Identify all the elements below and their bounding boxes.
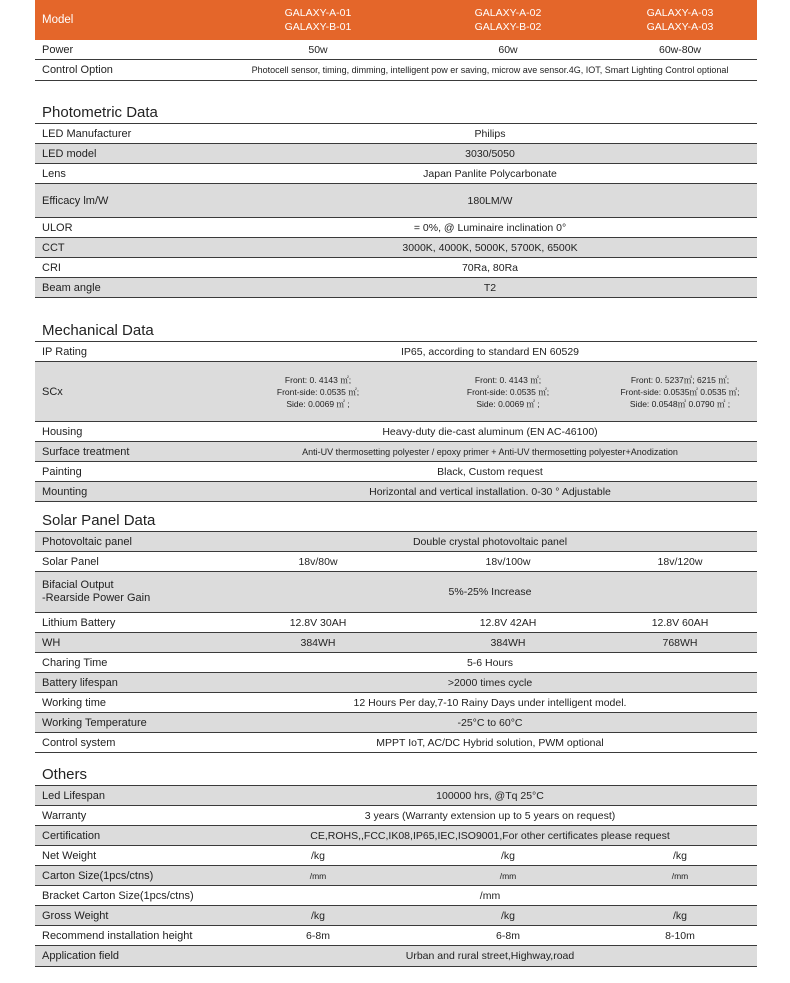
model-1-line1: GALAXY-A-01: [284, 7, 352, 19]
row-value: Black, Custom request: [437, 465, 543, 478]
row-label: Housing: [42, 425, 83, 438]
bracket-carton-row: [35, 886, 757, 906]
table-row: [35, 258, 757, 278]
scx-front: Front: 0. 4143 ㎡;: [474, 374, 542, 385]
scx-front-side: Front-side: 0.0535 ㎡;: [466, 386, 550, 397]
table-row: [35, 482, 757, 502]
row-value: >2000 times cycle: [447, 676, 533, 689]
led-lifespan-label: Led Lifespan: [42, 789, 105, 802]
row-value: 3030/5050: [465, 147, 515, 160]
install-height-value-1: 6-8m: [306, 929, 330, 942]
row-label: LED Manufacturer: [42, 127, 132, 140]
others-section-title: Others: [35, 753, 757, 786]
scx-front: Front: 0. 4143 ㎡;: [284, 374, 352, 385]
gross-weight-label: Gross Weight: [42, 909, 109, 922]
power-value-2: 60w: [498, 43, 518, 56]
row-label: Working time: [42, 696, 106, 709]
row-label: Control system: [42, 736, 116, 749]
row-value: Philips: [474, 127, 506, 140]
application-field-row: [35, 946, 757, 967]
install-height-row: [35, 926, 757, 946]
scx-label: SCx: [42, 385, 63, 398]
net-weight-value-1: /kg: [310, 849, 325, 862]
carton-size-value-1: /mm: [309, 870, 327, 881]
scx-front-side: Front-side: 0.0535 ㎡;: [276, 386, 360, 397]
row-label: ULOR: [42, 221, 73, 234]
row-value: Horizontal and vertical installation. 0-30 ° Adjustable: [369, 485, 611, 498]
pv-panel-label: Photovoltaic panel: [42, 535, 132, 548]
scx-front-side: Front-side: 0.0535㎡ 0.0535 ㎡;: [620, 386, 740, 397]
mechanical-section-title: Mechanical Data: [35, 298, 757, 342]
net-weight-value-2: /kg: [500, 849, 515, 862]
scx-side: Side: 0.0069 ㎡ ;: [476, 398, 540, 409]
wh-value-3: 768WH: [662, 636, 698, 649]
row-label: Painting: [42, 465, 82, 478]
model-1-line2: GALAXY-B-01: [284, 21, 352, 33]
application-field-value: Urban and rural street,Highway,road: [405, 950, 575, 962]
scx-col-3: [603, 374, 757, 410]
warranty-label: Warranty: [42, 809, 87, 822]
warranty-row: [35, 806, 757, 826]
net-weight-value-3: /kg: [672, 849, 687, 862]
table-row: [35, 673, 757, 693]
ip-rating-value: IP65, according to standard EN 60529: [400, 345, 580, 358]
table-row: [35, 462, 757, 482]
row-label: CRI: [42, 261, 61, 274]
install-height-value-3: 8-10m: [665, 929, 695, 942]
model-2-line1: GALAXY-A-02: [474, 7, 542, 19]
led-lifespan-value: 100000 hrs, @Tq 25°C: [436, 789, 544, 802]
solar-panel-value-3: 18v/120w: [657, 555, 703, 568]
scx-front: Front: 0. 5237㎡; 6215 ㎡;: [630, 374, 730, 385]
bifacial-label-line1: Bifacial Output: [42, 579, 114, 591]
row-label: Surface treatment: [42, 445, 130, 458]
pv-panel-row: [35, 532, 757, 552]
bifacial-row: [35, 572, 757, 613]
row-value: Heavy-duty die-cast aluminum (EN AC-46100): [382, 425, 598, 438]
model-col-1: [223, 6, 413, 34]
control-option-label: Control Option: [42, 64, 113, 76]
battery-value-2: 12.8V 42AH: [479, 616, 537, 629]
pv-panel-value: Double crystal photovoltaic panel: [412, 535, 568, 548]
model-header-row: [35, 0, 757, 40]
battery-value-3: 12.8V 60AH: [651, 616, 709, 629]
control-option-row: [35, 60, 757, 81]
table-row: [35, 184, 757, 218]
certification-label: Certification: [42, 829, 101, 842]
wh-label: WH: [42, 636, 61, 649]
row-value: = 0%, @ Luminaire inclination 0°: [413, 221, 567, 234]
bifacial-label: [35, 579, 223, 605]
solar-panel-value-2: 18v/100w: [485, 555, 531, 568]
application-field-label: Application field: [42, 950, 120, 962]
scx-row: [35, 362, 757, 422]
bifacial-label-line2: -Rearside Power Gain: [42, 592, 151, 604]
model-col-2: [413, 6, 603, 34]
row-label: Working Temperature: [42, 716, 147, 729]
install-height-value-2: 6-8m: [496, 929, 520, 942]
gross-weight-row: [35, 906, 757, 926]
solar-panel-row: [35, 552, 757, 572]
row-label: Lens: [42, 167, 66, 180]
gross-weight-value-3: /kg: [672, 909, 687, 922]
photometric-section-title: Photometric Data: [35, 81, 757, 124]
power-label: Power: [42, 43, 74, 56]
row-label: CCT: [42, 241, 65, 254]
scx-side: Side: 0.0548㎡ 0.0790 ㎡ ;: [629, 398, 731, 409]
row-label: Efficacy lm/W: [42, 194, 109, 207]
battery-label: Lithium Battery: [42, 616, 116, 629]
model-label: Model: [42, 14, 74, 26]
certification-value: CE,ROHS,,FCC,IK08,IP65,IEC,ISO9001,For other certificates please request: [310, 829, 670, 842]
bracket-carton-label: Bracket Carton Size(1pcs/ctns): [42, 889, 194, 902]
wh-value-1: 384WH: [300, 636, 336, 649]
led-lifespan-row: [35, 786, 757, 806]
certification-row: [35, 826, 757, 846]
carton-size-row: [35, 866, 757, 886]
row-value: 70Ra, 80Ra: [461, 261, 519, 274]
carton-size-value-3: /mm: [671, 870, 689, 881]
power-value-1: 50w: [308, 43, 328, 56]
ip-rating-label: IP Rating: [42, 345, 88, 358]
net-weight-row: [35, 846, 757, 866]
table-row: [35, 124, 757, 144]
row-value: -25°C to 60°C: [457, 716, 523, 729]
row-value: 3000K, 4000K, 5000K, 5700K, 6500K: [402, 241, 578, 254]
row-value: MPPT IoT, AC/DC Hybrid solution, PWM optional: [376, 736, 604, 749]
row-label: Battery lifespan: [42, 676, 118, 689]
power-row: [35, 40, 757, 60]
table-row: [35, 713, 757, 733]
row-value: 12 Hours Per day,7-10 Rainy Days under intelligent model.: [353, 696, 627, 709]
solar-panel-value-1: 18v/80w: [298, 555, 338, 568]
control-option-value: Photocell sensor, timing, dimming, intelligent pow er saving, microw ave sensor.4G, IOT, Smart Lighting Control optional: [251, 65, 729, 75]
table-row: [35, 693, 757, 713]
table-row: [35, 422, 757, 442]
net-weight-label: Net Weight: [42, 849, 97, 862]
ip-rating-row: [35, 342, 757, 362]
battery-row: [35, 613, 757, 633]
table-row: [35, 278, 757, 298]
row-value: T2: [483, 281, 497, 294]
table-row: [35, 218, 757, 238]
power-value-3: 60w-80w: [658, 43, 702, 56]
scx-side: Side: 0.0069 ㎡ ;: [286, 398, 350, 409]
table-row: [35, 144, 757, 164]
row-value: 5-6 Hours: [466, 656, 514, 669]
carton-size-value-2: /mm: [499, 870, 517, 881]
bifacial-value: 5%-25% Increase: [448, 586, 532, 598]
model-2-line2: GALAXY-B-02: [474, 21, 542, 33]
gross-weight-value-1: /kg: [310, 909, 325, 922]
row-value: 180LM/W: [467, 194, 513, 207]
scx-col-1: [223, 374, 413, 410]
row-label: Mounting: [42, 485, 88, 498]
carton-size-label: Carton Size(1pcs/ctns): [42, 869, 154, 882]
row-value: Japan Panlite Polycarbonate: [423, 167, 557, 180]
scx-col-2: [413, 374, 603, 410]
row-label: LED model: [42, 147, 97, 160]
warranty-value: 3 years (Warranty extension up to 5 years on request): [364, 809, 616, 822]
spec-sheet: [35, 0, 757, 967]
table-row: [35, 733, 757, 753]
battery-value-1: 12.8V 30AH: [289, 616, 347, 629]
row-label: Charing Time: [42, 656, 108, 669]
model-3-line2: GALAXY-A-03: [646, 21, 714, 33]
gross-weight-value-2: /kg: [500, 909, 515, 922]
row-label: Beam angle: [42, 281, 101, 294]
model-3-line1: GALAXY-A-03: [646, 7, 714, 19]
table-row: [35, 238, 757, 258]
table-row: [35, 442, 757, 462]
table-row: [35, 653, 757, 673]
solar-section-title: Solar Panel Data: [35, 502, 757, 532]
install-height-label: Recommend installation height: [42, 929, 193, 942]
wh-row: [35, 633, 757, 653]
solar-panel-label: Solar Panel: [42, 555, 99, 568]
wh-value-2: 384WH: [490, 636, 526, 649]
bracket-carton-value: /mm: [479, 889, 501, 902]
table-row: [35, 164, 757, 184]
row-value: Anti-UV thermosetting polyester / epoxy primer + Anti-UV thermosetting polyester+Anodization: [302, 446, 678, 457]
model-col-3: [603, 6, 757, 34]
